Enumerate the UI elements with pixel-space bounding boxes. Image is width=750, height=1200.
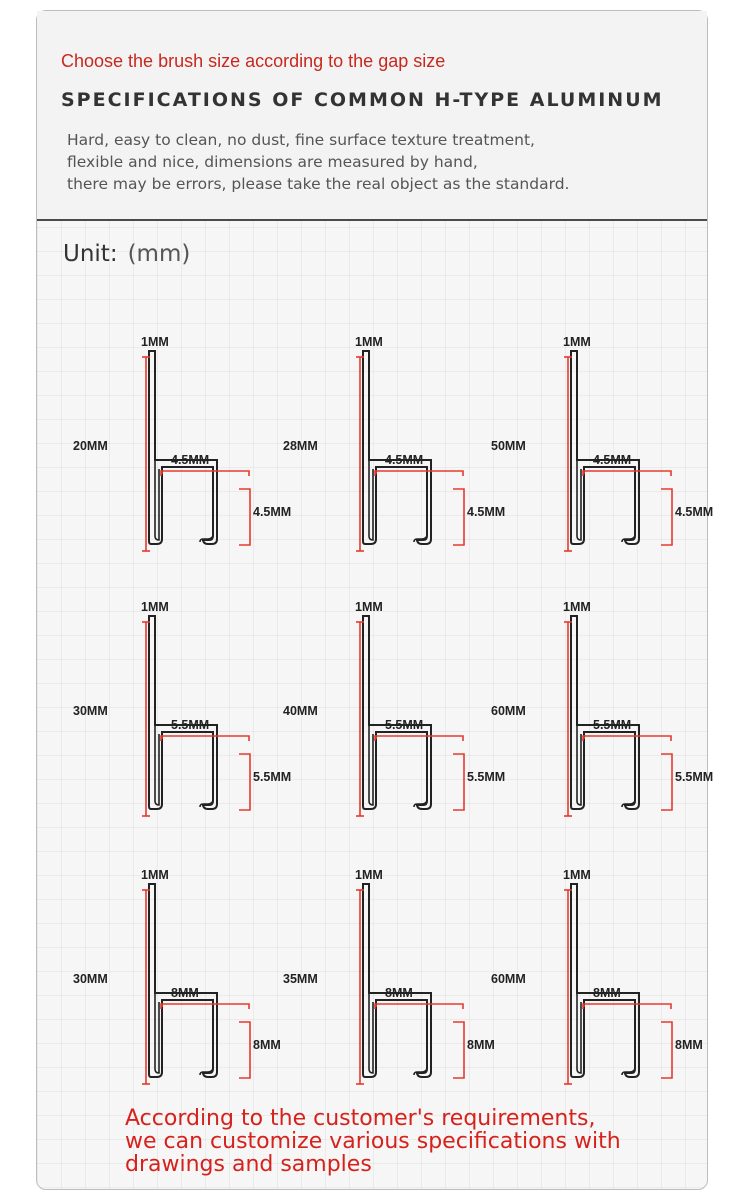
leg-dimension-line: [239, 754, 250, 810]
profile-detail: [369, 993, 427, 1075]
width-dimension-line: [583, 736, 671, 741]
thickness-label: 1MM: [355, 600, 383, 614]
leg-dimension-line: [453, 1022, 464, 1078]
description: [67, 129, 687, 195]
custom-note-line: we can customize various specifications with: [125, 1129, 621, 1154]
leg-dimension-line: [239, 1022, 250, 1078]
profile-detail: [577, 993, 635, 1075]
width-dimension-line: [375, 471, 463, 476]
leg-label: 5.5MM: [467, 770, 506, 784]
profile-detail: [155, 993, 213, 1075]
leg-dimension-line: [661, 1022, 672, 1078]
width-label: 4.5MM: [171, 453, 210, 467]
custom-note-line: drawings and samples: [125, 1152, 372, 1177]
unit-text: Unit:: [63, 241, 118, 267]
width-label: 4.5MM: [593, 453, 632, 467]
description-line: flexible and nice, dimensions are measured by hand,: [67, 153, 478, 171]
width-dimension-line: [161, 736, 249, 741]
h-profile-diagram: [485, 329, 715, 569]
leg-label: 4.5MM: [675, 505, 714, 519]
width-label: 5.5MM: [593, 718, 632, 732]
leg-label: 5.5MM: [675, 770, 714, 784]
h-profile-diagram: [63, 594, 293, 834]
unit-label: [63, 241, 190, 267]
thickness-label: 1MM: [141, 600, 169, 614]
description-line: Hard, easy to clean, no dust, fine surface texture treatment,: [67, 131, 535, 149]
profile-detail: [369, 460, 427, 542]
width-dimension-line: [161, 1004, 249, 1009]
width-dimension-line: [583, 1004, 671, 1009]
width-dimension-line: [375, 1004, 463, 1009]
leg-label: 5.5MM: [253, 770, 292, 784]
h-profile-diagram: [277, 329, 507, 569]
unit-value: (mm): [127, 241, 191, 267]
leg-label: 8MM: [675, 1038, 703, 1052]
thickness-label: 1MM: [141, 868, 169, 882]
profile-detail: [369, 725, 427, 807]
leg-dimension-line: [239, 489, 250, 545]
height-label: 60MM: [491, 704, 526, 718]
thickness-label: 1MM: [141, 335, 169, 349]
leg-label: 8MM: [467, 1038, 495, 1052]
height-label: 28MM: [283, 439, 318, 453]
thickness-label: 1MM: [563, 335, 591, 349]
thickness-label: 1MM: [355, 868, 383, 882]
width-label: 4.5MM: [385, 453, 424, 467]
custom-note-line: According to the customer's requirements,: [125, 1106, 596, 1131]
thickness-label: 1MM: [563, 600, 591, 614]
h-profile-diagram: [63, 329, 293, 569]
height-label: 60MM: [491, 972, 526, 986]
h-profile-diagram: [485, 862, 715, 1102]
h-profile-diagram: [277, 594, 507, 834]
leg-dimension-line: [661, 754, 672, 810]
description-line: there may be errors, please take the real object as the standard.: [67, 175, 570, 193]
leg-dimension-line: [453, 489, 464, 545]
width-dimension-line: [375, 736, 463, 741]
leg-label: 4.5MM: [253, 505, 292, 519]
width-dimension-line: [583, 471, 671, 476]
profile-detail: [155, 725, 213, 807]
h-profile-diagram: [485, 594, 715, 834]
height-label: 30MM: [73, 704, 108, 718]
profile-detail: [577, 460, 635, 542]
height-label: 20MM: [73, 439, 108, 453]
width-dimension-line: [161, 471, 249, 476]
spec-card: [36, 10, 714, 1190]
thickness-label: 1MM: [355, 335, 383, 349]
height-label: 35MM: [283, 972, 318, 986]
tagline: Choose the brush size according to the gap size: [61, 51, 446, 71]
page-title: SPECIFICATIONS OF COMMON H-TYPE ALUMINUM: [61, 89, 664, 111]
width-label: 8MM: [593, 986, 621, 1000]
width-label: 5.5MM: [385, 718, 424, 732]
width-label: 5.5MM: [171, 718, 210, 732]
profile-detail: [155, 460, 213, 542]
leg-dimension-line: [661, 489, 672, 545]
height-label: 30MM: [73, 972, 108, 986]
h-profile-diagram: [277, 862, 507, 1102]
width-label: 8MM: [385, 986, 413, 1000]
width-label: 8MM: [171, 986, 199, 1000]
header-section: [37, 11, 707, 221]
leg-label: 4.5MM: [467, 505, 506, 519]
h-profile-diagram: [63, 862, 293, 1102]
height-label: 50MM: [491, 439, 526, 453]
leg-dimension-line: [453, 754, 464, 810]
height-label: 40MM: [283, 704, 318, 718]
custom-note: [125, 1107, 725, 1176]
thickness-label: 1MM: [563, 868, 591, 882]
profile-detail: [577, 725, 635, 807]
leg-label: 8MM: [253, 1038, 281, 1052]
